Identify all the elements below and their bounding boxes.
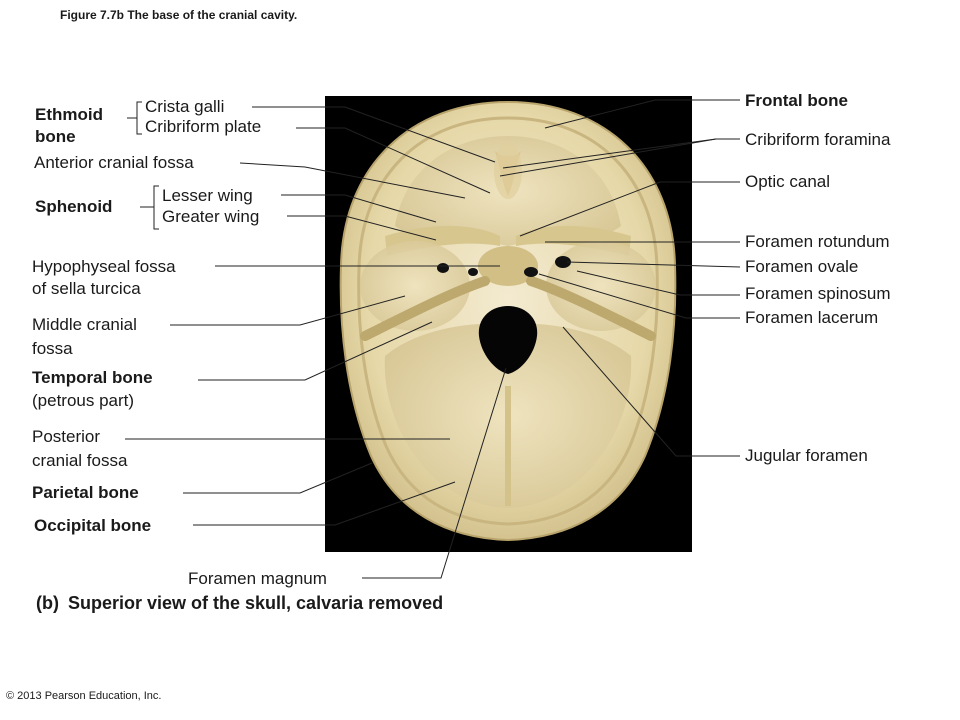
label-jugular-foramen: Jugular foramen (745, 446, 868, 465)
label-temporal-petrous: (petrous part) (32, 391, 135, 410)
label-foramen-spinosum: Foramen spinosum (745, 284, 891, 303)
figure-caption: Figure 7.7b The base of the cranial cavity. (60, 8, 298, 22)
label-cribriform-foramina: Cribriform foramina (745, 130, 891, 149)
panel-title: Superior view of the skull, calvaria removed (68, 593, 444, 613)
label-cribriform-plate: Cribriform plate (145, 117, 262, 136)
label-sphenoid: Sphenoid (35, 197, 113, 216)
label-foramen-magnum: Foramen magnum (188, 569, 327, 588)
label-hypophyseal-fossa: Hypophyseal fossa (32, 257, 176, 276)
label-crista-galli: Crista galli (145, 97, 225, 116)
label-hypophyseal-fossa-line2: of sella turcica (32, 279, 141, 298)
label-greater-wing: Greater wing (162, 207, 260, 226)
label-foramen-ovale: Foramen ovale (745, 257, 859, 276)
label-occipital-bone: Occipital bone (34, 516, 152, 535)
copyright-credit: © 2013 Pearson Education, Inc. (6, 690, 162, 702)
label-anterior-cranial-fossa: Anterior cranial fossa (34, 153, 194, 172)
sphenoid-bracket (140, 186, 159, 229)
label-posterior-cranial-fossa: Posterior (32, 427, 101, 446)
label-ethmoid: Ethmoid (35, 105, 103, 124)
label-posterior-cranial-fossa-line2: cranial fossa (32, 451, 128, 470)
panel-letter: (b) (36, 593, 59, 613)
label-ethmoid-line2: bone (35, 127, 76, 146)
label-parietal-bone: Parietal bone (32, 483, 139, 502)
ethmoid-bracket (127, 102, 142, 134)
label-foramen-rotundum: Foramen rotundum (745, 232, 890, 251)
label-foramen-lacerum: Foramen lacerum (745, 308, 879, 327)
label-frontal-bone: Frontal bone (745, 91, 848, 110)
label-temporal-bone: Temporal bone (32, 368, 153, 387)
label-optic-canal: Optic canal (745, 172, 831, 191)
label-lesser-wing: Lesser wing (162, 186, 253, 205)
label-middle-cranial-fossa: Middle cranial (32, 315, 137, 334)
label-middle-cranial-fossa-line2: fossa (32, 339, 73, 358)
